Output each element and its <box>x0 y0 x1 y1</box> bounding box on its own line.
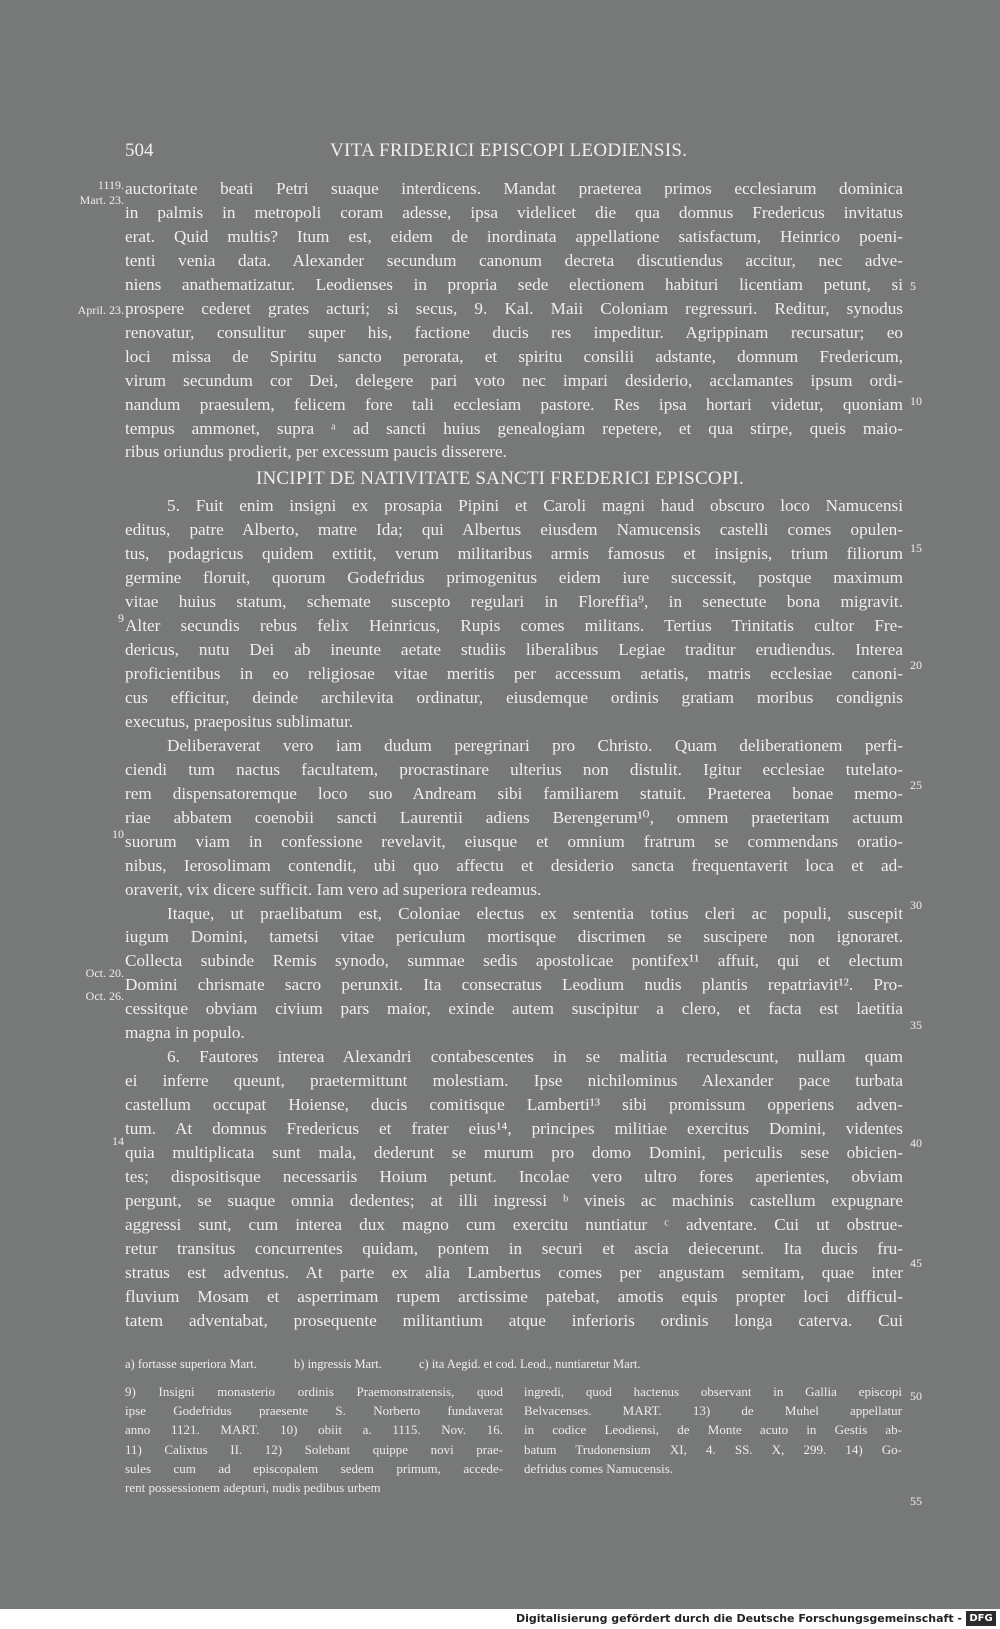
text-line: Itaque, ut praelibatum est, Coloniae electus ex sententia totius cleri ac populi, suscepit <box>167 903 903 923</box>
text-line: auctoritate beati Petri suaque interdicens. Mandat praeterea primos ecclesiarum dominica <box>125 179 903 198</box>
margin-date: Mart. 23. <box>79 193 124 207</box>
text-line: tum. At domnus Fredericus et frater eius¹⁴, principes militiae exercitus Domini, videntes <box>125 1119 903 1138</box>
text-line: rem dispensatoremque loco suo Andream sibi familiarem statuit. Praeterea bonae memo- <box>125 783 903 803</box>
margin-note-number: 10 <box>112 827 124 841</box>
footnote-line: 11) Calixtus II. 12) Solebant quippe novi prae- <box>125 1441 503 1457</box>
line-number: 5 <box>910 279 916 293</box>
text-line: in palmis in metropoli coram adesse, ipsa videlicet die qua domnus Fredericus invitatus <box>125 202 903 222</box>
text-line: ribus oriundus prodierit, per excessum paucis disserere. <box>125 442 507 462</box>
line-number: 45 <box>910 1256 922 1270</box>
funding-note: Digitalisierung gefördert durch die Deutsche Forschungsgemeinschaft - <box>515 1612 962 1625</box>
apparatus-note: c) ita Aegid. et cod. Leod., nuntiaretur Mart. <box>419 1357 641 1371</box>
digitization-footer <box>0 1609 1000 1629</box>
line-number: 30 <box>910 898 922 912</box>
text-line: cessitque obviam civium pars maior, exinde autem suscipitur a clero, et facta est laetitia <box>125 999 903 1019</box>
text-line: virum secundum cor Dei, delegere pari voto nec impari desiderio, acclamantes ipsum ordi- <box>125 370 903 390</box>
text-line: tes; dispositisque necessariis Hoium petunt. Incolae vero ultro fores aperientes, obviam <box>125 1166 903 1186</box>
footnote-line: in codice Leodiensi, de Monte acuto in Gestis ab- <box>524 1422 902 1438</box>
text-line: tenti venia data. Alexander secundum canonum decreta discutiendus accitur, nec adve- <box>125 250 903 270</box>
text-line: prospere cederet grates acturi; si secus, 9. Kal. Maii Coloniam regressuri. Reditur, synodus <box>125 298 903 318</box>
text-line: stratus est adventus. At parte ex alia Lambertus comes per angustam semitam, quae inter <box>125 1262 903 1282</box>
footnote-line: rent possessionem adepturi, nudis pedibus urbem <box>125 1479 381 1495</box>
line-number: 55 <box>910 1494 922 1508</box>
text-line: cus efficitur, deinde archilevita ordinatur, eiusdemque ordinis gratiam moribus condignis <box>125 688 903 707</box>
text-line: ei inferre queunt, praetermittunt molestiam. Ipse nichilominus Alexander pace turbata <box>125 1071 903 1091</box>
footnote-line: Belvacenses. MART. 13) de Muhel appellatur <box>524 1403 902 1419</box>
text-line: dericus, nutu Dei ab ineunte aetate studiis liberalibus Legiae traditur erudiendus. Interea <box>125 640 903 659</box>
footnote-line: anno 1121. MART. 10) obiit a. 1115. Nov. 16. <box>125 1422 503 1438</box>
text-line: Collecta subinde Remis synodo, summae sedis apostolicae pontifex¹¹ affuit, qui et electum <box>125 951 903 971</box>
apparatus-note: a) fortasse superiora Mart. <box>125 1357 257 1371</box>
text-line: executus, praepositus sublimatur. <box>125 711 354 731</box>
text-line: fluvium Mosam et asperrimam rupem arctissime patebat, amotis equis propter loci difficul- <box>125 1286 903 1306</box>
footnotes-column-right <box>524 1382 902 1478</box>
footnotes-column-left <box>125 1382 503 1497</box>
text-line: suorum viam in confessione revelavit, eiusque et omnium fratrum se commendans oratio- <box>125 831 903 851</box>
text-line: nibus, Ierosolimam contendit, ubi quo affectu et desiderio sancta frequentaverit loca et ad- <box>125 855 903 875</box>
text-line: riae abbatem coenobii sancti Laurentii adiens Berengerum¹⁰, omnem praeteritam actuum <box>125 807 903 827</box>
margin-note-number: 9 <box>118 611 124 625</box>
line-number: 50 <box>910 1389 922 1403</box>
section-heading: INCIPIT DE NATIVITATE SANCTI FREDERICI EPISCOPI. <box>255 468 744 490</box>
line-number: 25 <box>910 778 922 792</box>
footnote-line: sules cum ad episcopalem sedem primum, accede- <box>125 1460 503 1476</box>
margin-date: Oct. 26. <box>85 989 124 1003</box>
line-number: 20 <box>910 658 922 672</box>
text-line: proficientibus in eo religiosae vitae meritis per accessum aetatis, matris ecclesiae canoni- <box>125 664 903 683</box>
text-line: tatem adventabat, prosequente militantium atque inferioris ordinis longa caterva. Cui <box>125 1310 903 1330</box>
text-line: erat. Quid multis? Itum est, eidem de inordinata appellatione satisfactum, Heinrico poeni- <box>125 226 903 246</box>
dfg-logo: DFG <box>966 1611 996 1626</box>
text-line: editus, patre Alberto, matre Ida; qui Albertus eiusdem Namucensis castelli comes opulen- <box>125 520 903 540</box>
text-line: retur transitus concurrentes quidam, pontem in securi et ascia deiecerunt. Ita ducis fru- <box>125 1238 903 1258</box>
text-line: Domini chrismate sacro perunxit. Ita consecratus Leodium nudis plantis repatriavit¹². Pro- <box>125 975 903 995</box>
text-line: loci missa de Spiritu sancto perorata, et spiritu consilii adstante, domnum Fredericum, <box>125 346 903 366</box>
text-line: ciendi tum nactus facultatem, procrastinare ulterius non distulit. Igitur ecclesiae tutelato- <box>125 759 903 779</box>
text-line: iugum Domini, tametsi vitae periculum mortisque discrimen se suscipere non ignoraret. <box>125 927 903 947</box>
text-line: tempus ammonet, supra ᵃ ad sancti huius genealogiam repetere, et qua stirpe, queis maio- <box>125 418 903 438</box>
text-line: tus, podagricus quidem extitit, verum militaribus armis famosus et insignis, trium filiorum <box>125 544 903 564</box>
text-line: Deliberaverat vero iam dudum peregrinari pro Christo. Quam deliberationem perfi- <box>167 735 903 755</box>
line-number: 10 <box>910 394 922 408</box>
text-line: 5. Fuit enim insigni ex prosapia Pipini et Caroli magni haud obscuro loco Namucensi <box>167 496 903 516</box>
margin-note-number: 14 <box>112 1134 124 1148</box>
text-line: 6. Fautores interea Alexandri contabescentes in se malitia recrudescunt, nullam quam <box>167 1047 903 1067</box>
text-line: oraverit, vix dicere sufficit. Iam vero ad superiora redeamus. <box>125 879 542 899</box>
text-line: quia multiplicata sunt mala, dederunt se murum pro domo Domini, periculis sese obicien- <box>125 1143 903 1162</box>
margin-date: Oct. 20. <box>85 966 124 980</box>
text-line: pergunt, se suaque omnia dedentes; at illi ingressi ᵇ vineis ac machinis castellum expugnare <box>125 1190 903 1210</box>
text-line: renovatur, consulitur super his, factione ducis res impeditur. Agrippinam recursatur; eo <box>125 322 903 342</box>
critical-apparatus <box>125 1356 903 1372</box>
footnote-line: ipse Godefridus praesente S. Norberto fundaverat <box>125 1403 503 1419</box>
line-number: 15 <box>910 541 922 555</box>
line-number: 40 <box>910 1136 922 1150</box>
text-line: germine floruit, quorum Godefridus primogenitus eidem iure successit, postque maximum <box>125 568 903 588</box>
footnote-line: 9) Insigni monasterio ordinis Praemonstratensis, quod <box>125 1384 503 1399</box>
text-line: aggressi sunt, cum interea dux magno cum exercitu nuntiatur ᶜ adventare. Cui ut obstrue- <box>125 1214 903 1234</box>
text-line: nandum praesulem, felicem fore tali ecclesiam pastore. Res ipsa hortari videtur, quoniam <box>125 394 903 414</box>
footnote-line: defridus comes Namucensis. <box>524 1460 674 1476</box>
text-line: magna in populo. <box>125 1023 245 1043</box>
footnote-line: batum Trudonensium XI, 4. SS. X, 299. 14) Go- <box>524 1441 902 1457</box>
running-title: VITA FRIDERICI EPISCOPI LEODIENSIS. <box>330 140 688 161</box>
text-line: niens anathematizatur. Leodienses in propria sede electionem habituri licentiam petunt, si <box>125 274 903 294</box>
apparatus-note: b) ingressis Mart. <box>294 1357 382 1371</box>
margin-date: April. 23. <box>77 303 124 317</box>
text-line: castellum occupat Hoiense, ducis comitisque Lamberti¹³ sibi promissum opperiens adven- <box>125 1095 903 1115</box>
margin-year: 1119. <box>97 178 124 192</box>
text-line: Alter secundis rebus felix Heinricus, Rupis comes militans. Tertius Trinitatis cultor Fre- <box>125 616 903 636</box>
footnote-line: ingredi, quod hactenus observant in Gallia episcopi <box>524 1384 902 1399</box>
page-number: 504 <box>125 140 154 161</box>
line-number: 35 <box>910 1018 922 1032</box>
text-line: vitae huius statum, schemate suscepto regulari in Floreffia⁹, in senectute bona migravit. <box>125 592 903 612</box>
running-header <box>0 140 1000 164</box>
